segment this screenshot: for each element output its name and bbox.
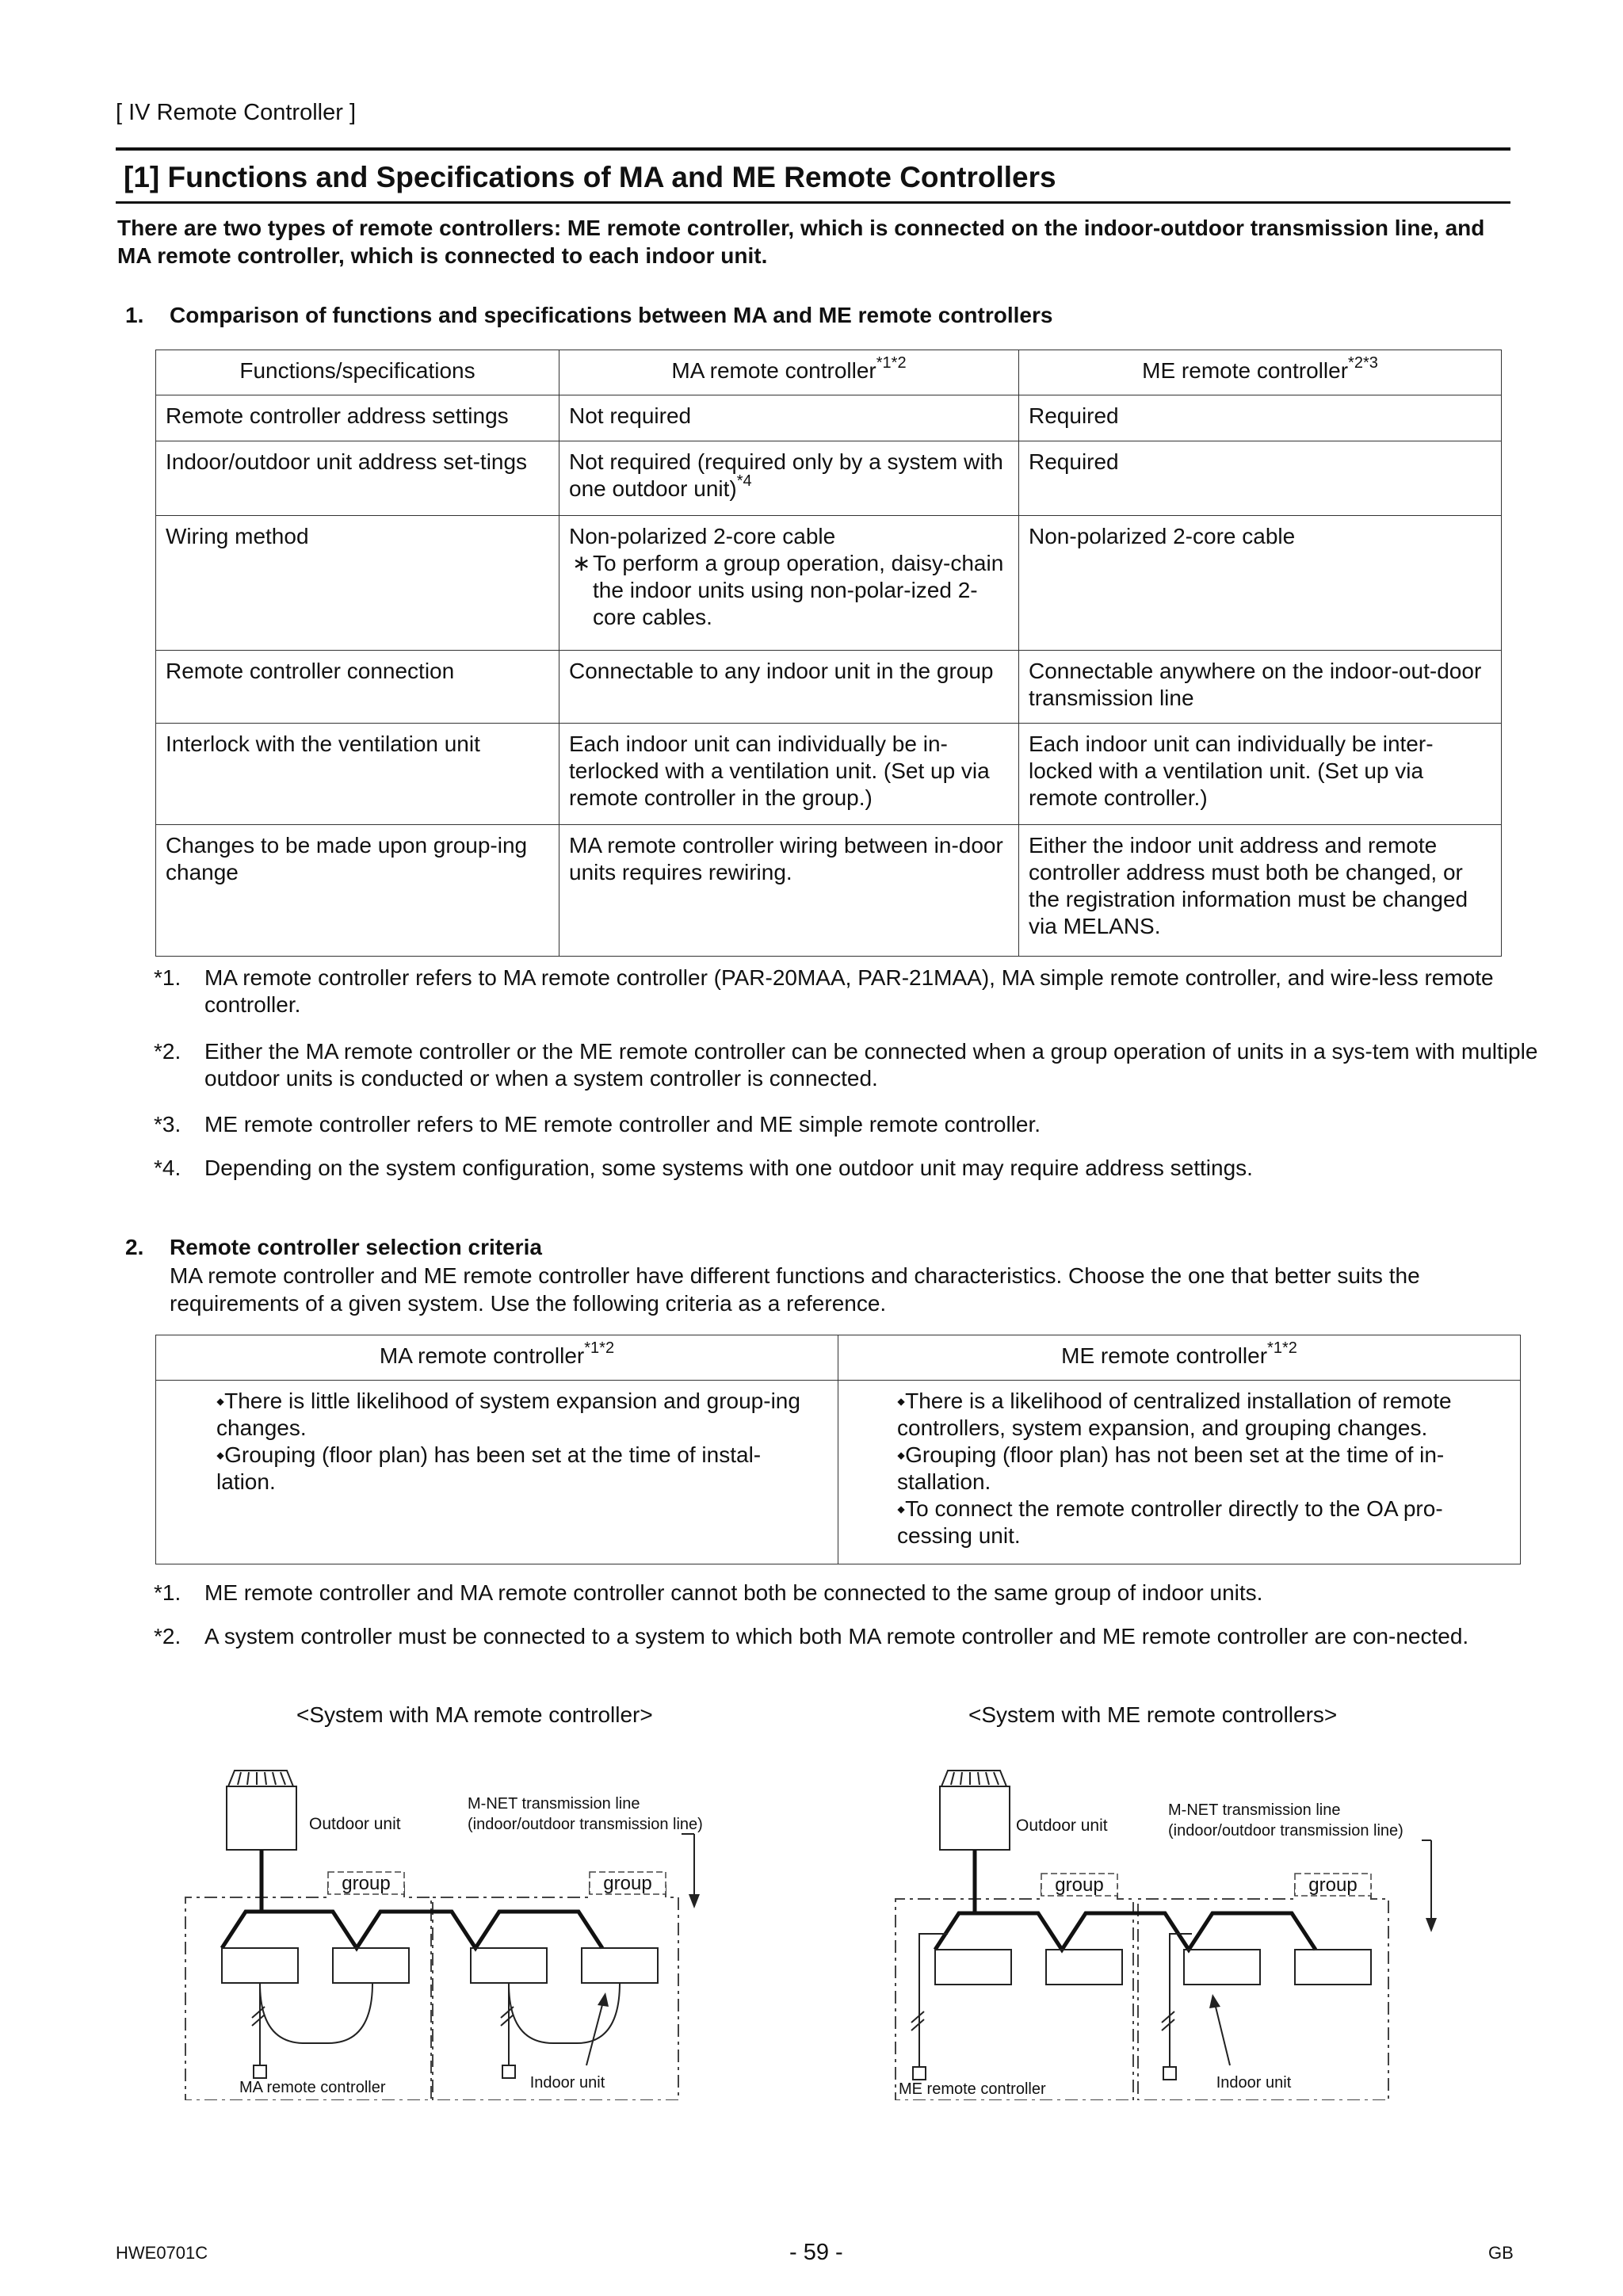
- outdoor-unit-label: Outdoor unit: [1016, 1817, 1108, 1835]
- region-code: GB: [1488, 2243, 1514, 2263]
- footnote: *2. Either the MA remote controller or the ME remote controller can be connected when a group operation of units in a sys-tem with multiple outdoor units is conducted or when a system controller is connected.: [154, 1039, 1538, 1091]
- list-item: ⬩There is a likelihood of centralized installation of remote controllers, system expansion, and grouping changes.: [897, 1389, 1452, 1440]
- section-2-number: 2.: [125, 1235, 144, 1259]
- cell-feature: Remote controller address settings: [156, 395, 559, 441]
- remote-controller-icon: [502, 2065, 515, 2078]
- table-row: [156, 441, 1502, 516]
- cell-ma-note: ∗ To perform a group operation, daisy-chain the indoor units using non-polar-ized 2-core cables.: [569, 550, 1009, 631]
- cell-feature: Remote controller connection: [156, 651, 559, 724]
- me-wiring: [911, 1934, 1192, 2067]
- group-label: group: [603, 1873, 652, 1894]
- cell-me: Each indoor unit can individually be inter-locked with a ventilation unit. (Set up via remote controller.): [1019, 724, 1502, 825]
- cell-feature: Changes to be made upon group-ing change: [156, 825, 559, 957]
- footnote: *2. A system controller must be connected to a system to which both MA remote controller and ME remote controller are con-nected.: [154, 1624, 1469, 1648]
- indoor-unit-label: Indoor unit: [1216, 2074, 1292, 2092]
- cell-feature: Interlock with the ventilation unit: [156, 724, 559, 825]
- cell-ma: Not required: [559, 395, 1019, 441]
- intro-paragraph: There are two types of remote controllers: ME remote controller, which is connected on the indoor-outdoor transmission line, and MA remote controller, which is connected to each indoor unit.: [117, 216, 1485, 268]
- cell-ma-main: Non-polarized 2-core cable: [569, 524, 836, 548]
- col-header-ma: MA remote controller$^{*1*2}$: [156, 1335, 838, 1381]
- remote-controller-icon: [913, 2067, 926, 2080]
- cell-me: Required: [1019, 395, 1502, 441]
- table-row: [156, 516, 1502, 651]
- selection-table: [155, 1335, 1521, 1564]
- footnote: *4. Depending on the system configuration, some systems with one outdoor unit may require address settings.: [154, 1156, 1253, 1180]
- ma-remote-label: MA remote controller: [239, 2079, 386, 2096]
- table-row: [156, 651, 1502, 724]
- indoor-unit-label: Indoor unit: [529, 2074, 605, 2092]
- table-header-row: [156, 350, 1502, 395]
- col-header-me: ME remote controller$^{*1*2}$: [838, 1335, 1521, 1381]
- mnet-transmission-line: [222, 1850, 602, 1948]
- ma-wiring: [252, 1983, 620, 2065]
- remote-controller-icon: [254, 2065, 266, 2078]
- cell-me: Non-polarized 2-core cable: [1019, 516, 1502, 651]
- list-item: ⬩Grouping (floor plan) has not been set at the time of in-stallation.: [897, 1442, 1445, 1494]
- table-row: [156, 1381, 1521, 1564]
- cell-me: Connectable anywhere on the indoor-out-door transmission line: [1019, 651, 1502, 724]
- col-header-ma: MA remote controller$^{*1*2}$: [559, 350, 1019, 395]
- indoor-units: [935, 1950, 1371, 1985]
- diagram-ma-system: [158, 1767, 761, 2100]
- section-1-title: Comparison of functions and specifications between MA and ME remote controllers: [170, 303, 1053, 327]
- cell-ma: Not required (required only by a system with one outdoor unit)$^{*4}$: [559, 441, 1019, 516]
- footnote: *1. ME remote controller and MA remote controller cannot both be connected to the same group of indoor units.: [154, 1580, 1263, 1605]
- cell-me: Required: [1019, 441, 1502, 516]
- section-2-heading: [125, 1235, 918, 1263]
- table-header-row: [156, 1335, 1521, 1381]
- cell-ma: Connectable to any indoor unit in the group: [559, 651, 1019, 724]
- mnet-line-label-2: (indoor/outdoor transmission line): [468, 1816, 703, 1833]
- list-item: ⬩Grouping (floor plan) has been set at the time of instal-lation.: [216, 1442, 762, 1494]
- group-label: group: [1055, 1874, 1104, 1896]
- diagram-me-caption: <System with ME remote controllers>: [968, 1702, 1338, 1727]
- title-rule: [116, 201, 1510, 204]
- section-1-heading: [125, 303, 1393, 331]
- outdoor-unit-icon: [940, 1771, 1010, 1850]
- me-remote-label: ME remote controller: [899, 2080, 1046, 2098]
- diagram-me-system: [872, 1767, 1506, 2100]
- comparison-table: [155, 350, 1502, 957]
- cell-feature: Indoor/outdoor unit address set-tings: [156, 441, 559, 516]
- outdoor-unit-icon: [227, 1771, 296, 1850]
- table-row: [156, 724, 1502, 825]
- page-title: [1] Functions and Specifications of MA and ME Remote Controllers: [124, 161, 1056, 193]
- group-label: group: [1308, 1874, 1358, 1896]
- cell-me-criteria: [838, 1381, 1521, 1564]
- mnet-line-label: M-NET transmission line: [468, 1795, 640, 1813]
- section-header: [ IV Remote Controller ]: [116, 100, 356, 125]
- section-1-number: 1.: [125, 303, 144, 327]
- remote-controller-icon: [1163, 2067, 1176, 2080]
- cell-ma-criteria: [156, 1381, 838, 1564]
- cell-feature: Wiring method: [156, 516, 559, 651]
- diagram-ma-caption: <System with MA remote controller>: [296, 1702, 653, 1727]
- footnote: *3. ME remote controller refers to ME remote controller and ME simple remote controller.: [154, 1112, 1041, 1137]
- mnet-line-label: M-NET transmission line: [1168, 1801, 1341, 1819]
- group-label: group: [342, 1873, 391, 1894]
- col-header-me: ME remote controller$^{*2*3}$: [1019, 350, 1502, 395]
- cell-me: Either the indoor unit address and remote controller address must both be changed, or the registration information must be changed via MELANS.: [1019, 825, 1502, 957]
- list-item: ⬩To connect the remote controller directly to the OA pro-cessing unit.: [897, 1496, 1443, 1548]
- list-item: ⬩There is little likelihood of system expansion and group-ing changes.: [216, 1389, 800, 1440]
- group-boundary: [896, 1883, 1388, 2100]
- outdoor-unit-label: Outdoor unit: [309, 1815, 401, 1833]
- table-row: [156, 825, 1502, 957]
- doc-id: HWE0701C: [116, 2243, 208, 2263]
- col-header-functions: Functions/specifications: [156, 350, 559, 395]
- page-number: - 59 -: [789, 2240, 843, 2265]
- cell-ma: MA remote controller wiring between in-door units requires rewiring.: [559, 825, 1019, 957]
- mnet-line-label-2: (indoor/outdoor transmission line): [1168, 1822, 1403, 1839]
- indoor-units: [222, 1948, 658, 1983]
- top-rule: [116, 147, 1510, 151]
- section-2-title: Remote controller selection criteria: [170, 1235, 542, 1259]
- cell-ma: Each indoor unit can individually be in-terlocked with a ventilation unit. (Set up via remote controller in the group.): [559, 724, 1019, 825]
- cell-ma: [559, 516, 1019, 651]
- footnote: *1. MA remote controller refers to MA remote controller (PAR-20MAA, PAR-21MAA), MA simple remote controller, and wire-less remote controller.: [154, 965, 1494, 1017]
- section-2-body: MA remote controller and ME remote controller have different functions and characteristics. Choose the one that better suits the requirements of a given system. Use the following criteria as a reference.: [170, 1263, 1420, 1316]
- table-row: [156, 395, 1502, 441]
